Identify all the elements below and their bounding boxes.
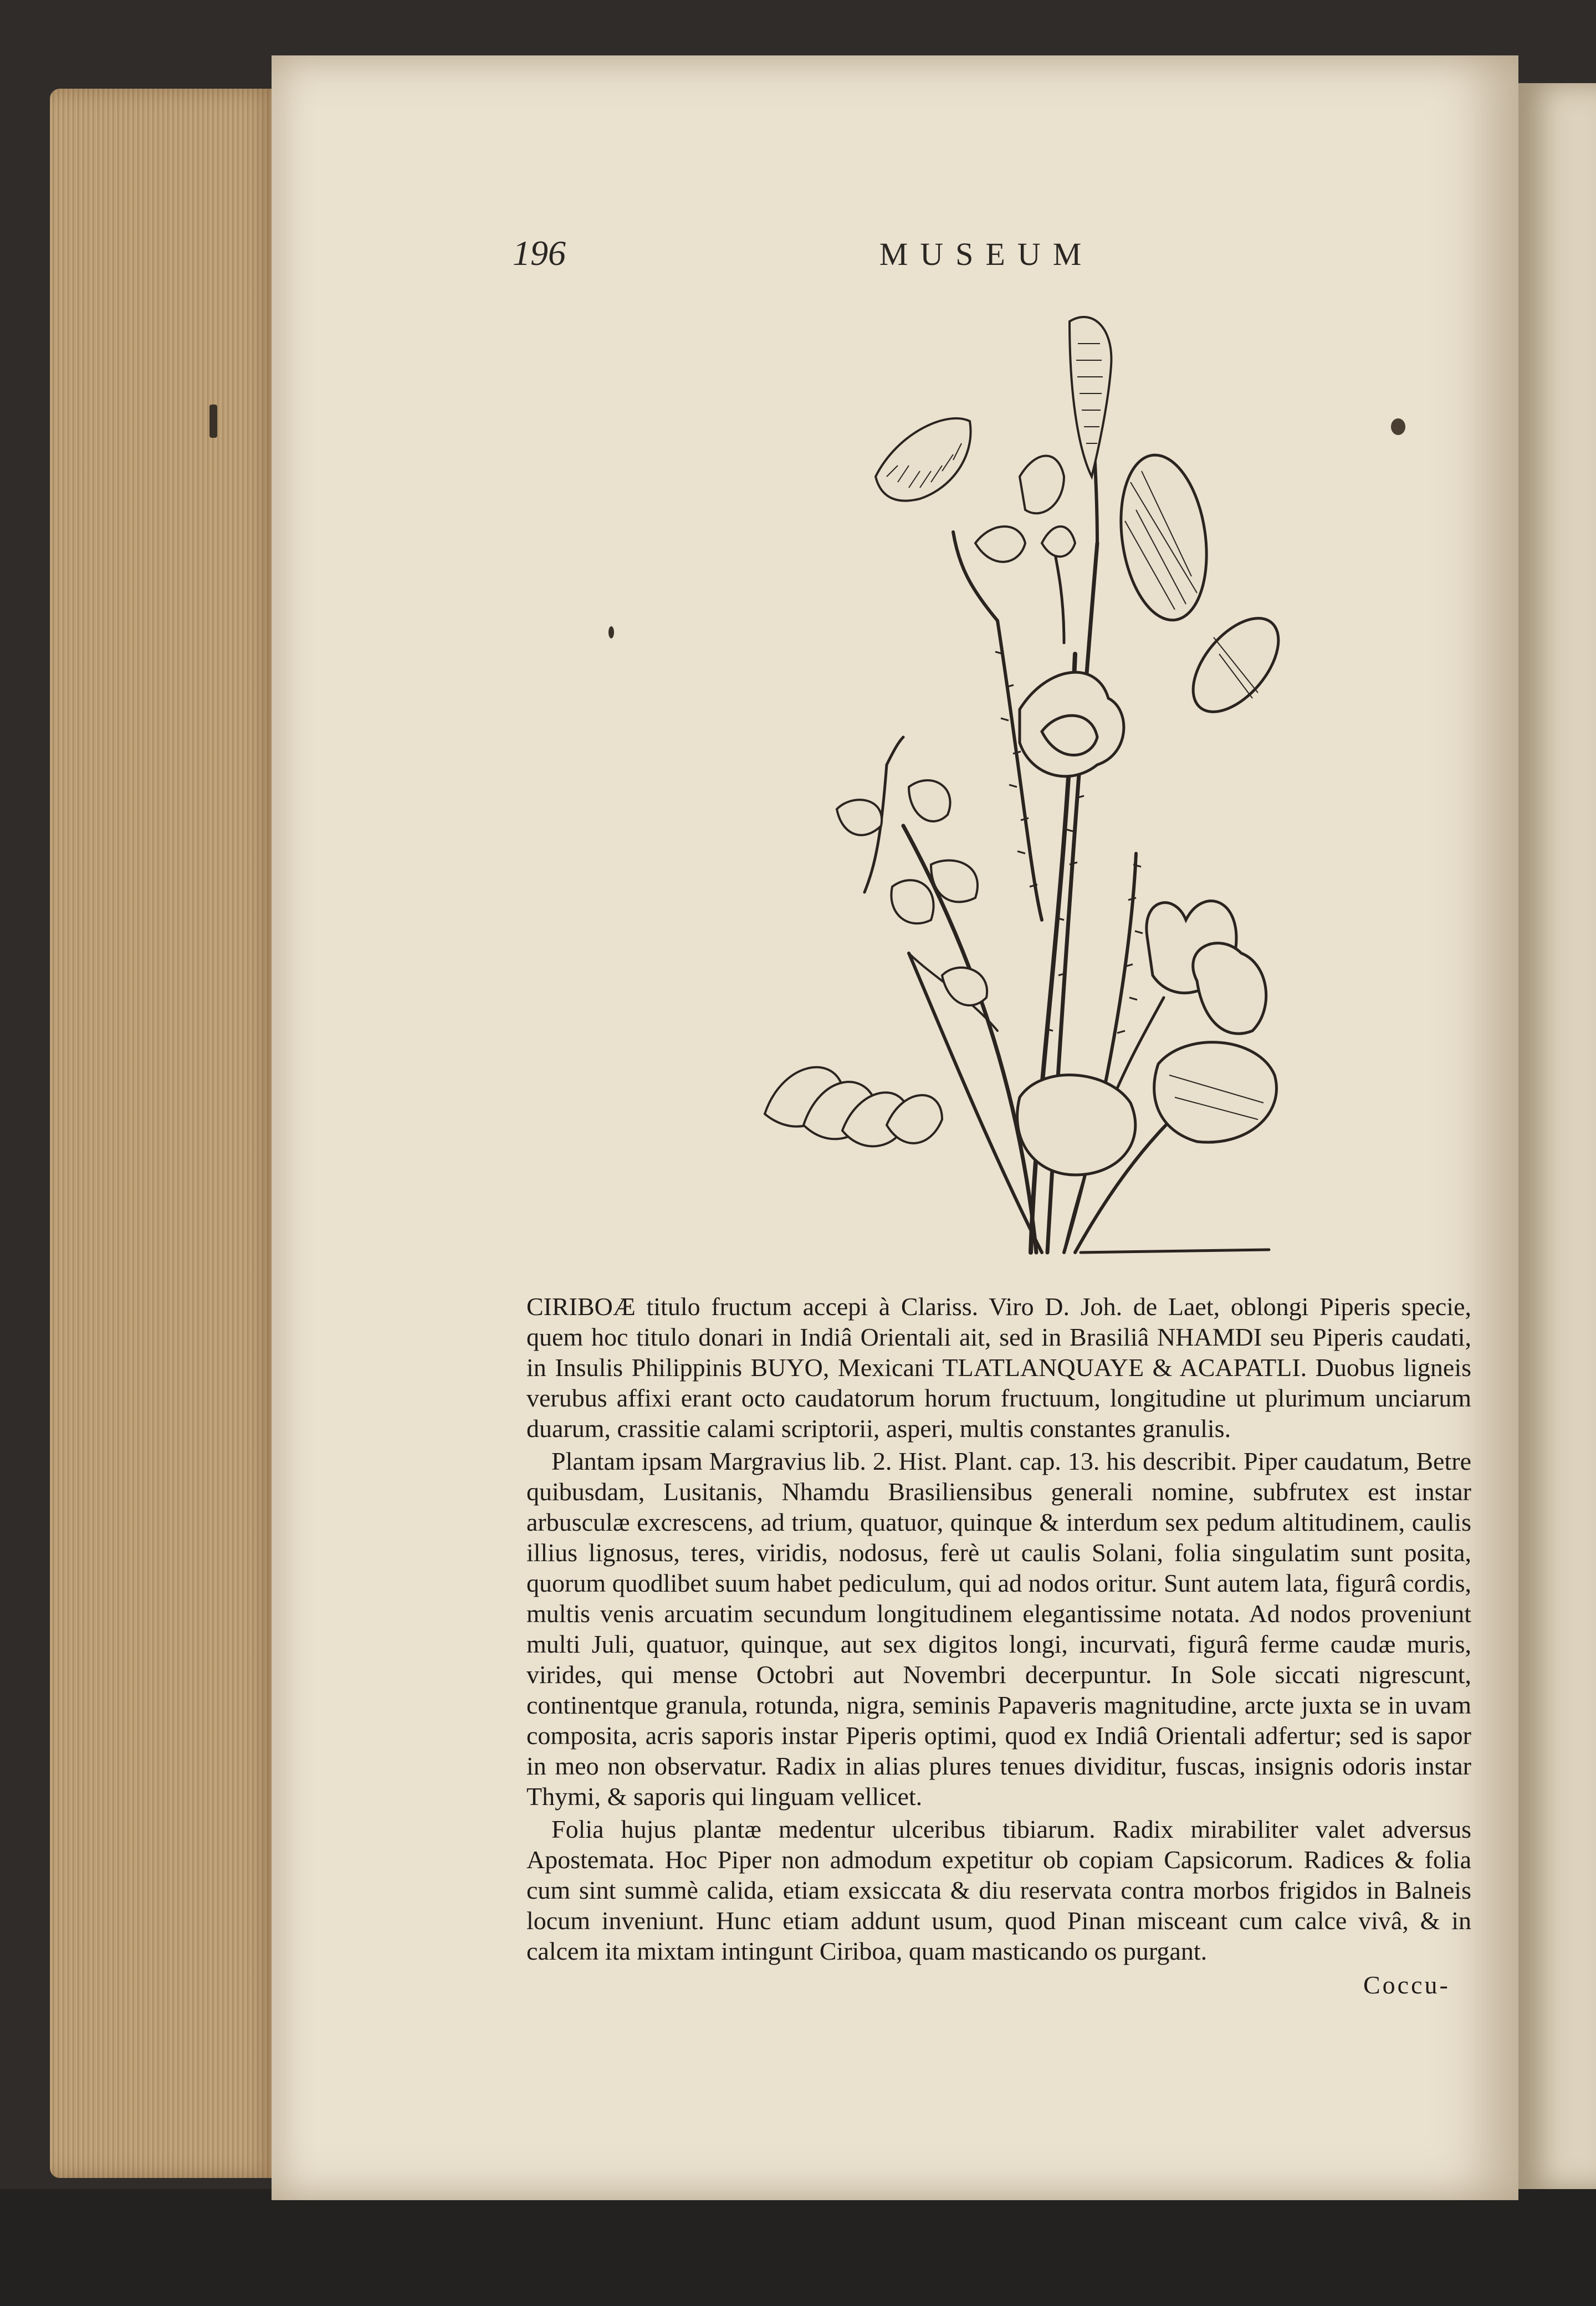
ink-smudge bbox=[1391, 418, 1405, 435]
paragraph: CIRIBOÆ titulo fructum accepi à Clariss. Viro D. Joh. de Laet, oblongi Piperis specie, quem hoc titulo donari in Indiâ Orientali ait, sed in Brasiliâ NHAMDI seu Piperis caudati, in Insulis Philippinis BUYO, Mexicani TLATLANQUAYE & ACAPATLI. Duobus ligneis verubus affixi erant octo caudatorum horum fructuum, longitudine ut plurimum unciarum duarum, crassitie calami scriptorii, asperi, multis constantes granulis. bbox=[526, 1292, 1471, 1443]
running-head: MUSEUM bbox=[879, 236, 1094, 272]
ground-line bbox=[1081, 1250, 1269, 1252]
facing-page-edge bbox=[1518, 83, 1596, 2189]
paragraph: Plantam ipsam Margravius lib. 2. Hist. Plant. cap. 13. his describit. Piper caudatum, Betre quibusdam, Lusitanis, Nhamdu Brasiliensibus generali nomine, subfrutex est instar arbusculæ excrescens, ad trium, quatuor, quinque & interdum sex pedum altitudinem, caulis illius lignosus, teres, viridis, nodosus, ferè ut caulis Solani, folia singulatim sunt posita, quorum quodlibet suum habet pediculum, qui ad nodos oritur. Sunt autem lata, figurâ cordis, multis venis arcuatim secundum longitudinem elegantissime notata. Ad nodos proveniunt multi Juli, quatuor, quinque, aut sex digitos longi, incurvati, figurâ ferme caudæ muris, virides, qui mense Octobri aut Novembri decerpuntur. In Sole siccati nigrescunt, continentque granula, rotunda, nigra, seminis Papaveris magnitudine, arcte juxta se in uvam composita, acris saporis instar Piperis optimi, quod ex Indiâ Orientali adfertur; sed is sapor in meo non observatur. Radix in alias plures tenues dividitur, fuscas, insignis odoris instar Thymi, & saporis qui linguam vellicet. bbox=[526, 1447, 1471, 1811]
book-fore-edge bbox=[50, 89, 283, 2178]
page-number: 196 bbox=[513, 233, 566, 273]
paragraph: Folia hujus plantæ medentur ulceribus tibiarum. Radix mirabiliter valet adversus Apostemata. Hoc Piper non admodum expetitur ob copiam Capsicorum. Radices & folia cum sint summè calida, etiam exsiccata & diu reservata contra morbos frigidos in Balneis locum inveniunt. Hunc etiam addunt usum, quod Pinan misceant cum calce vivâ, & in calcem ita mixtam intingunt Ciriboa, quam masticando os purgant. bbox=[526, 1815, 1471, 1965]
book-cover-edge bbox=[0, 2189, 1596, 2306]
botanical-woodcut-illustration bbox=[709, 310, 1319, 1264]
catchword: Coccu- bbox=[1363, 1971, 1450, 1999]
ink-smudge bbox=[209, 405, 217, 438]
body-text bbox=[526, 1291, 1471, 1968]
ink-smudge bbox=[608, 626, 614, 638]
